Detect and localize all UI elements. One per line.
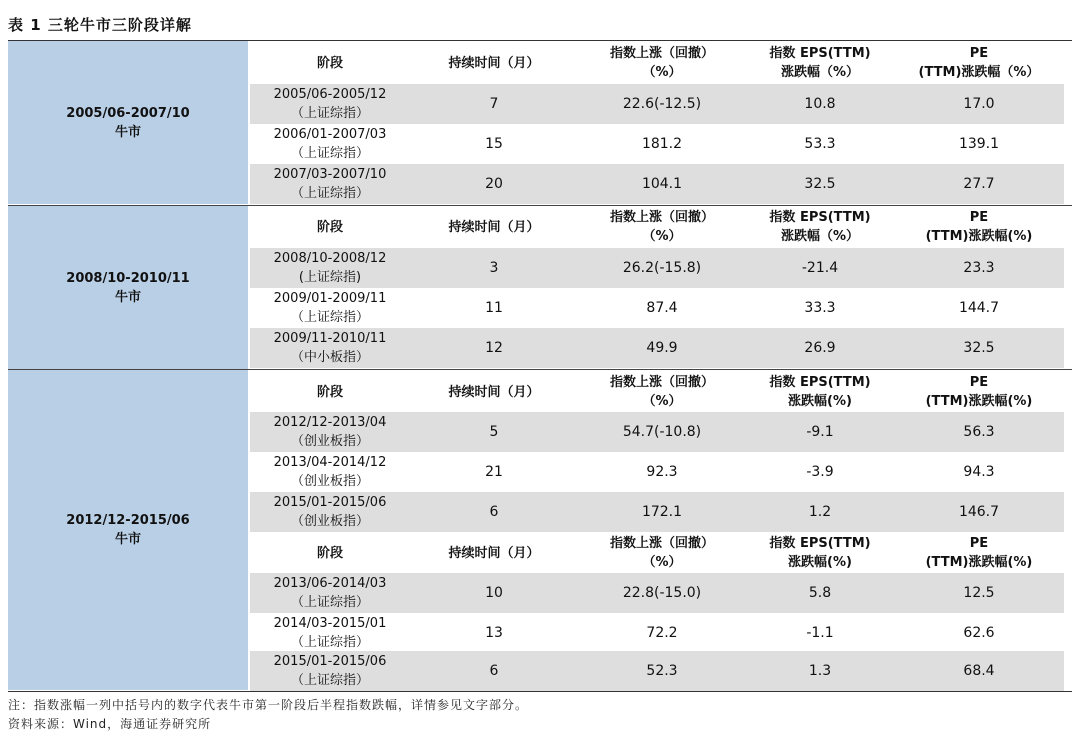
table-title: 表 1 三轮牛市三阶段详解 [8, 16, 192, 34]
cell-text: （创业板指） [290, 474, 369, 489]
eps-change-cell: -3.9 [806, 463, 834, 480]
cell-text: 指数上涨（回撤） [609, 46, 714, 61]
table-row [250, 248, 1064, 288]
cell-text: （创业板指） [290, 514, 369, 529]
header-pe-change [894, 372, 1064, 412]
table-row [250, 124, 1064, 164]
eps-change-cell: 26.9 [804, 339, 836, 356]
pe-change-cell: 56.3 [963, 423, 995, 440]
stage-cell [250, 492, 410, 532]
pe-change-cell: 23.3 [963, 259, 995, 276]
eps-change-cell: 1.2 [808, 503, 832, 520]
index-change-cell: 172.1 [641, 503, 683, 520]
cell-text: 2009/01-2009/11 [273, 291, 387, 306]
cell-text: 指数 EPS(TTM) [769, 536, 871, 551]
index-change-cell: 22.8(-15.0) [622, 584, 702, 601]
cell-text: （%） [642, 394, 682, 409]
pe-change-cell: 68.4 [963, 662, 995, 679]
header-pe-change [894, 533, 1064, 573]
eps-change-cell: 53.3 [804, 135, 836, 152]
table-row [250, 328, 1064, 368]
cell-text: 持续时间（月） [448, 384, 540, 400]
header-row [250, 372, 1064, 412]
eps-change-cell: 5.8 [808, 584, 832, 601]
eps-change-cell: -9.1 [806, 423, 834, 440]
bottom-rule [8, 691, 1072, 692]
cell-text: （上证综指） [290, 106, 369, 121]
cell-text: （上证综指） [290, 186, 369, 201]
index-change-cell: 26.2(-15.8) [622, 259, 702, 276]
table-row [250, 613, 1064, 653]
band-period: 2008/10-2010/11 [66, 270, 190, 286]
header-index-change [578, 533, 746, 573]
index-change-cell: 92.3 [646, 463, 678, 480]
cell-text: 2015/01-2015/06 [273, 654, 387, 669]
cell-text: 阶段 [316, 219, 343, 235]
stage-cell [250, 124, 410, 164]
index-change-cell: 54.7(-10.8) [622, 423, 702, 440]
stage-cell [250, 613, 410, 653]
header-eps-change [746, 207, 894, 247]
cell-text: (TTM)涨跌幅(%) [925, 229, 1033, 244]
band-type: 牛市 [114, 124, 141, 140]
footnote: 注：指数涨幅一列中括号内的数字代表牛市第一阶段后半程指数跌幅，详情参见文字部分。 [8, 698, 529, 712]
cell-text: （上证综指） [290, 595, 369, 610]
header-duration [410, 372, 578, 412]
cell-text: 2006/01-2007/03 [273, 127, 387, 142]
cell-text: PE [969, 210, 989, 225]
cell-text: （中小板指） [290, 350, 369, 365]
header-row [250, 43, 1064, 83]
header-stage [250, 43, 410, 83]
duration-cell: 6 [489, 662, 499, 679]
stage-cell [250, 84, 410, 124]
duration-cell: 15 [485, 135, 503, 152]
eps-change-cell: -21.4 [801, 259, 839, 276]
period-band-3 [8, 370, 248, 690]
cell-text: 2013/06-2014/03 [273, 576, 387, 591]
period-band-2 [8, 206, 248, 369]
cell-text: 2013/04-2014/12 [273, 455, 387, 470]
cell-text: 指数 EPS(TTM) [769, 46, 871, 61]
stage-cell [250, 412, 410, 452]
cell-text: 涨跌幅(%) [788, 555, 852, 570]
cell-text: PE [969, 375, 989, 390]
duration-cell: 6 [489, 503, 499, 520]
pe-change-cell: 146.7 [958, 503, 1000, 520]
cell-text: 阶段 [316, 55, 343, 71]
cell-text: 指数上涨（回撤） [609, 375, 714, 390]
pe-change-cell: 17.0 [963, 95, 995, 112]
cell-text: 涨跌幅（%） [780, 229, 860, 244]
stage-cell [250, 248, 410, 288]
cell-text: 持续时间（月） [448, 545, 540, 561]
eps-change-cell: 1.3 [808, 662, 832, 679]
cell-text: (TTM)涨跌幅(%) [925, 394, 1033, 409]
duration-cell: 20 [485, 175, 503, 192]
band-period: 2005/06-2007/10 [66, 105, 190, 121]
pe-change-cell: 32.5 [963, 339, 995, 356]
cell-text: (上证综指) [298, 270, 362, 285]
index-change-cell: 87.4 [646, 299, 678, 316]
header-eps-change [746, 533, 894, 573]
duration-cell: 7 [489, 95, 499, 112]
stage-cell [250, 288, 410, 328]
stage-cell [250, 164, 410, 204]
header-stage [250, 207, 410, 247]
header-pe-change [894, 43, 1064, 83]
stage-cell [250, 651, 410, 691]
duration-cell: 10 [485, 584, 503, 601]
pe-change-cell: 144.7 [958, 299, 1000, 316]
eps-change-cell: 10.8 [804, 95, 836, 112]
stage-cell [250, 328, 410, 368]
cell-text: 2008/10-2008/12 [273, 251, 387, 266]
cell-text: 持续时间（月） [448, 55, 540, 71]
header-stage [250, 372, 410, 412]
cell-text: （上证综指） [290, 635, 369, 650]
band-period: 2012/12-2015/06 [66, 513, 190, 528]
cell-text: （上证综指） [290, 310, 369, 325]
duration-cell: 11 [485, 299, 503, 316]
cell-text: PE [969, 46, 989, 61]
cell-text: (TTM)涨跌幅（%） [918, 65, 1040, 80]
pe-change-cell: 27.7 [963, 175, 995, 192]
cell-text: PE [969, 536, 989, 551]
stage-cell [250, 452, 410, 492]
cell-text: 持续时间（月） [448, 219, 540, 235]
eps-change-cell: 33.3 [804, 299, 836, 316]
stage-cell [250, 573, 410, 613]
cell-text: 2012/12-2013/04 [273, 415, 387, 430]
cell-text: 2007/03-2007/10 [273, 167, 387, 182]
eps-change-cell: 32.5 [804, 175, 836, 192]
header-pe-change [894, 207, 1064, 247]
cell-text: 指数 EPS(TTM) [769, 210, 871, 225]
header-index-change [578, 207, 746, 247]
duration-cell: 12 [485, 339, 503, 356]
cell-text: 2015/01-2015/06 [273, 495, 387, 510]
table-row [250, 452, 1064, 492]
cell-text: （%） [642, 229, 682, 244]
header-duration [410, 533, 578, 573]
pe-change-cell: 62.6 [963, 624, 995, 641]
cell-text: （%） [642, 65, 682, 80]
duration-cell: 21 [485, 463, 503, 480]
table-row [250, 651, 1064, 691]
duration-cell: 13 [485, 624, 503, 641]
duration-cell: 3 [489, 259, 499, 276]
index-change-cell: 49.9 [646, 339, 678, 356]
table-row [250, 492, 1064, 532]
index-change-cell: 52.3 [646, 662, 678, 679]
table-row [250, 412, 1064, 452]
index-change-cell: 181.2 [641, 135, 683, 152]
cell-text: （上证综指） [290, 673, 369, 688]
cell-text: 阶段 [316, 545, 343, 561]
cell-text: （上证综指） [290, 146, 369, 161]
table-row [250, 84, 1064, 124]
header-index-change [578, 372, 746, 412]
cell-text: （创业板指） [290, 434, 369, 449]
index-change-cell: 104.1 [641, 175, 683, 192]
header-index-change [578, 43, 746, 83]
pe-change-cell: 139.1 [958, 135, 1000, 152]
cell-text: 2005/06-2005/12 [273, 87, 387, 102]
cell-text: (TTM)涨跌幅(%) [925, 555, 1033, 570]
cell-text: 指数 EPS(TTM) [769, 375, 871, 390]
header-eps-change [746, 372, 894, 412]
cell-text: 指数上涨（回撤） [609, 536, 714, 551]
cell-text: 指数上涨（回撤） [609, 210, 714, 225]
cell-text: 涨跌幅(%) [788, 394, 852, 409]
header-row [250, 207, 1064, 247]
band-type: 牛市 [114, 532, 141, 547]
header-row [250, 533, 1064, 573]
period-band-1 [8, 41, 248, 204]
index-change-cell: 22.6(-12.5) [622, 95, 702, 112]
pe-change-cell: 94.3 [963, 463, 995, 480]
header-duration [410, 207, 578, 247]
duration-cell: 5 [489, 423, 499, 440]
header-stage [250, 533, 410, 573]
source-note: 资料来源：Wind，海通证券研究所 [8, 717, 212, 731]
header-eps-change [746, 43, 894, 83]
cell-text: 阶段 [316, 384, 343, 400]
eps-change-cell: -1.1 [806, 624, 834, 641]
cell-text: 涨跌幅（%） [780, 65, 860, 80]
band-type: 牛市 [114, 289, 141, 305]
cell-text: 2014/03-2015/01 [273, 616, 387, 631]
header-duration [410, 43, 578, 83]
cell-text: 2009/11-2010/11 [273, 331, 387, 346]
table-row [250, 288, 1064, 328]
pe-change-cell: 12.5 [963, 584, 995, 601]
table-row [250, 164, 1064, 204]
cell-text: （%） [642, 555, 682, 570]
index-change-cell: 72.2 [646, 624, 678, 641]
table-row [250, 573, 1064, 613]
